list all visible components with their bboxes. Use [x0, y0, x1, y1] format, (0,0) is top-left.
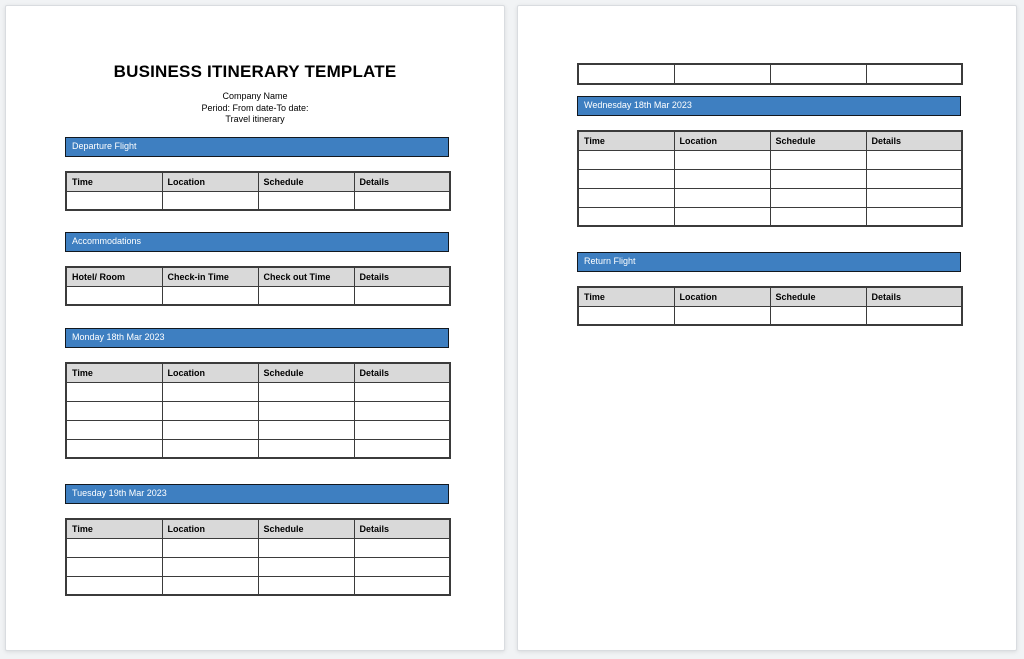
empty-cell[interactable]: [770, 169, 866, 188]
empty-cell[interactable]: [866, 207, 962, 226]
table-row: [578, 188, 962, 207]
empty-cell[interactable]: [770, 207, 866, 226]
table-header-row: [66, 172, 450, 191]
section-wednesday: [577, 96, 961, 146]
empty-cell[interactable]: [258, 576, 354, 595]
empty-cell[interactable]: [354, 557, 450, 576]
empty-cell[interactable]: [258, 286, 354, 305]
empty-cell[interactable]: [770, 306, 866, 325]
empty-cell[interactable]: [354, 439, 450, 458]
empty-cell[interactable]: [162, 576, 258, 595]
empty-cell[interactable]: [162, 191, 258, 210]
section-bar-return-flight: Return Flight: [577, 252, 961, 272]
column-header-details: Details: [354, 172, 450, 191]
table-header-row: [66, 363, 450, 382]
column-header-details: Details: [354, 267, 450, 286]
table-row: [578, 64, 962, 84]
empty-cell[interactable]: [354, 401, 450, 420]
empty-cell[interactable]: [770, 188, 866, 207]
empty-cell[interactable]: [258, 191, 354, 210]
table-row: [578, 169, 962, 188]
empty-cell[interactable]: [674, 169, 770, 188]
empty-cell[interactable]: [258, 382, 354, 401]
empty-cell[interactable]: [66, 401, 162, 420]
table-header-row: [578, 287, 962, 306]
empty-cell[interactable]: [162, 538, 258, 557]
column-header-location: Location: [162, 363, 258, 382]
empty-cell[interactable]: [66, 576, 162, 595]
document-subtitle: [6, 91, 504, 126]
company-name-line: Company Name: [222, 91, 288, 101]
empty-cell[interactable]: [66, 191, 162, 210]
empty-cell[interactable]: [258, 420, 354, 439]
table-row: [66, 576, 450, 595]
empty-cell[interactable]: [66, 382, 162, 401]
empty-cell[interactable]: [674, 150, 770, 169]
empty-cell[interactable]: [578, 188, 674, 207]
section-bar-monday: Monday 18th Mar 2023: [65, 328, 449, 348]
accommodations-table: [65, 266, 451, 306]
tuesday-continuation-row: [577, 63, 963, 85]
empty-cell[interactable]: [162, 286, 258, 305]
empty-cell[interactable]: [66, 420, 162, 439]
section-monday: [65, 328, 449, 378]
empty-cell[interactable]: [578, 207, 674, 226]
empty-cell[interactable]: [66, 286, 162, 305]
table-header-row: [66, 519, 450, 538]
monday-table: [65, 362, 451, 459]
column-header-check-in-time: Check-in Time: [162, 267, 258, 286]
table-row: [66, 439, 450, 458]
section-bar-tuesday: Tuesday 19th Mar 2023: [65, 484, 449, 504]
page-1: [5, 5, 505, 651]
return-flight-table: [577, 286, 963, 326]
table-row: [66, 557, 450, 576]
empty-cell[interactable]: [578, 306, 674, 325]
table-row: [578, 150, 962, 169]
column-header-time: Time: [66, 519, 162, 538]
column-header-time: Time: [66, 172, 162, 191]
empty-cell[interactable]: [354, 382, 450, 401]
empty-cell[interactable]: [354, 191, 450, 210]
empty-cell[interactable]: [674, 207, 770, 226]
table-row: [66, 538, 450, 557]
section-tuesday-continuation: [577, 63, 961, 85]
empty-cell[interactable]: [162, 557, 258, 576]
column-header-time: Time: [578, 287, 674, 306]
empty-cell[interactable]: [354, 420, 450, 439]
table-header-row: [578, 131, 962, 150]
column-header-details: Details: [866, 287, 962, 306]
section-tuesday: [65, 484, 449, 534]
empty-cell[interactable]: [674, 64, 770, 84]
travel-itinerary-line: Travel itinerary: [225, 114, 285, 124]
empty-cell[interactable]: [866, 150, 962, 169]
section-bar-departure-flight: Departure Flight: [65, 137, 449, 157]
empty-cell[interactable]: [866, 306, 962, 325]
empty-cell[interactable]: [578, 64, 674, 84]
empty-cell[interactable]: [770, 150, 866, 169]
section-accommodations: [65, 232, 449, 282]
column-header-time: Time: [66, 363, 162, 382]
empty-cell[interactable]: [162, 439, 258, 458]
empty-cell[interactable]: [866, 169, 962, 188]
column-header-details: Details: [354, 519, 450, 538]
column-header-schedule: Schedule: [770, 131, 866, 150]
empty-cell[interactable]: [578, 169, 674, 188]
table-header-row: [66, 267, 450, 286]
column-header-check-out-time: Check out Time: [258, 267, 354, 286]
period-line: Period: From date-To date:: [201, 102, 309, 113]
section-bar-wednesday: Wednesday 18th Mar 2023: [577, 96, 961, 116]
empty-cell[interactable]: [674, 306, 770, 325]
empty-cell[interactable]: [258, 439, 354, 458]
empty-cell[interactable]: [162, 401, 258, 420]
column-header-hotel-room: Hotel/ Room: [66, 267, 162, 286]
table-row: [578, 306, 962, 325]
column-header-location: Location: [162, 172, 258, 191]
column-header-location: Location: [674, 287, 770, 306]
section-return-flight: [577, 252, 961, 302]
column-header-details: Details: [866, 131, 962, 150]
table-row: [66, 382, 450, 401]
empty-cell[interactable]: [578, 150, 674, 169]
document-title: BUSINESS ITINERARY TEMPLATE: [113, 62, 397, 81]
table-row: [66, 286, 450, 305]
table-row: [578, 207, 962, 226]
empty-cell[interactable]: [162, 382, 258, 401]
empty-cell[interactable]: [770, 64, 866, 84]
page-2: [517, 5, 1017, 651]
tuesday-table: [65, 518, 451, 596]
empty-cell[interactable]: [66, 439, 162, 458]
empty-cell[interactable]: [258, 557, 354, 576]
column-header-details: Details: [354, 363, 450, 382]
wednesday-table: [577, 130, 963, 227]
column-header-schedule: Schedule: [258, 519, 354, 538]
table-row: [66, 191, 450, 210]
empty-cell[interactable]: [66, 538, 162, 557]
section-departure-flight: [65, 137, 449, 187]
empty-cell[interactable]: [66, 557, 162, 576]
column-header-schedule: Schedule: [258, 363, 354, 382]
table-row: [66, 420, 450, 439]
departure-flight-table: [65, 171, 451, 211]
empty-cell[interactable]: [354, 286, 450, 305]
empty-cell[interactable]: [866, 188, 962, 207]
column-header-time: Time: [578, 131, 674, 150]
empty-cell[interactable]: [258, 401, 354, 420]
column-header-location: Location: [674, 131, 770, 150]
empty-cell[interactable]: [258, 538, 354, 557]
empty-cell[interactable]: [674, 188, 770, 207]
empty-cell[interactable]: [866, 64, 962, 84]
column-header-location: Location: [162, 519, 258, 538]
empty-cell[interactable]: [162, 420, 258, 439]
empty-cell[interactable]: [354, 576, 450, 595]
column-header-schedule: Schedule: [770, 287, 866, 306]
column-header-schedule: Schedule: [258, 172, 354, 191]
empty-cell[interactable]: [354, 538, 450, 557]
table-row: [66, 401, 450, 420]
section-bar-accommodations: Accommodations: [65, 232, 449, 252]
